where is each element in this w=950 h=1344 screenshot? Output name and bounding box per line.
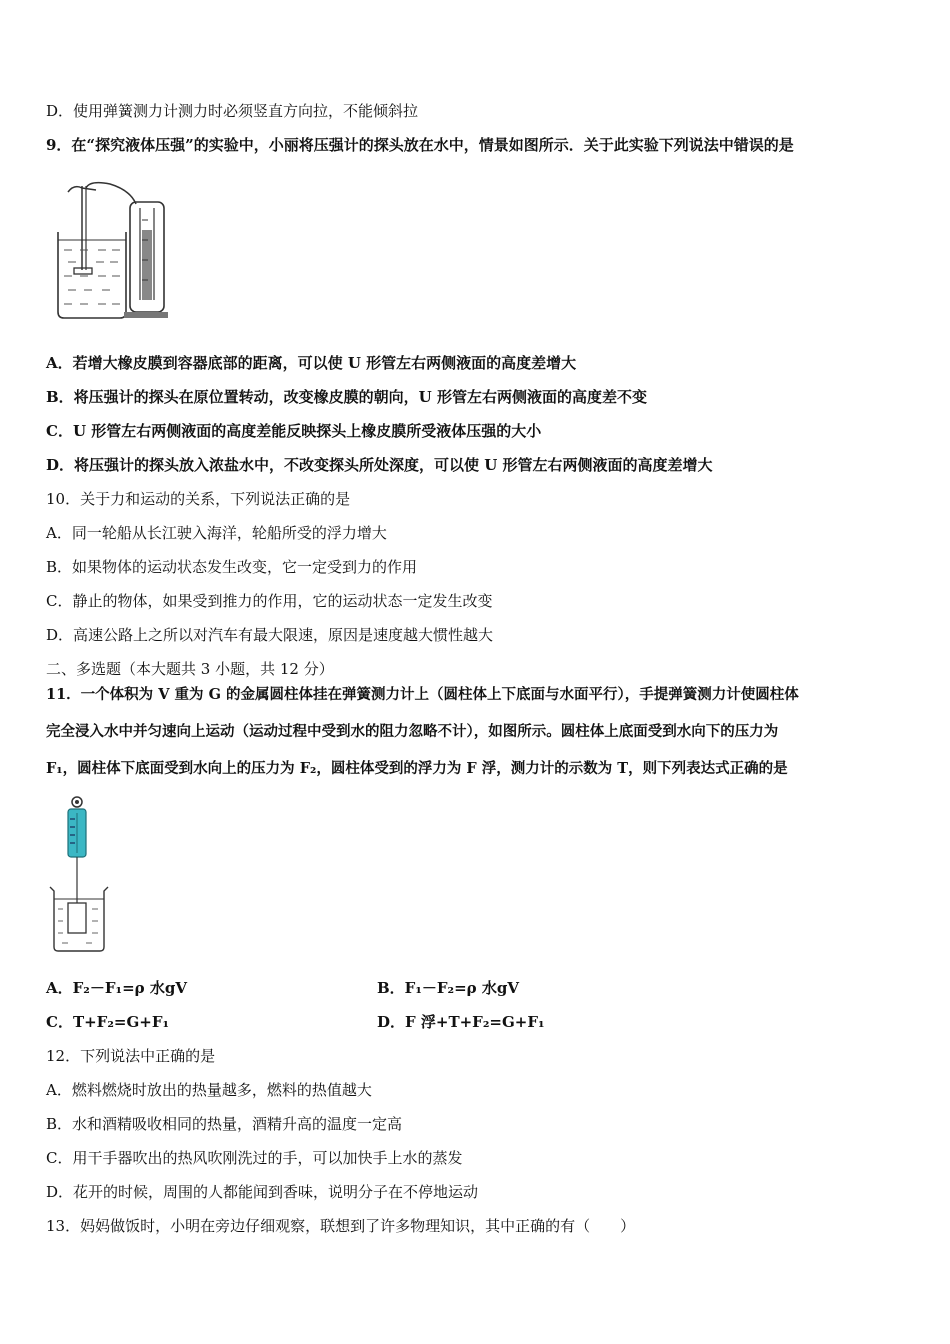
q9-option-c: C．U 形管左右两侧液面的高度差能反映探头上橡皮膜所受液体压强的大小 [46,422,542,440]
q10-stem: 10．关于力和运动的关系，下列说法正确的是 [46,490,351,508]
q9-option-d: D．将压强计的探头放入浓盐水中，不改变探头所处深度，可以使 U 形管左右两侧液面的高度差增大 [46,456,713,474]
q11-stem-line1: 11．一个体积为 V 重为 G 的金属圆柱体挂在弹簧测力计上（圆柱体上下底面与水面平行），手提弹簧测力计使圆柱体 [46,686,799,703]
q12-option-c: C．用干手器吹出的热风吹刚洗过的手，可以加快手上水的蒸发 [46,1149,463,1167]
q11-option-a: A．F₂－F₁=ρ 水gV [46,979,187,997]
q12-option-d: D．花开的时候，周围的人都能闻到香味，说明分子在不停地运动 [46,1183,479,1201]
section-title: 二、多选题（本大题共 3 小题，共 12 分） [46,660,334,678]
q8-option-d: D．使用弹簧测力计测力时必须竖直方向拉，不能倾斜拉 [46,102,419,120]
spring-scale-cylinder-figure [48,795,110,955]
pressure-gauge-beaker-figure [50,180,170,322]
q12-stem: 12．下列说法中正确的是 [46,1047,216,1065]
q12-option-a: A．燃料燃烧时放出的热量越多，燃料的热值越大 [46,1081,372,1099]
q9-stem: 9．在“探究液体压强”的实验中，小丽将压强计的探头放在水中，情景如图所示．关于此实验下列说法中错误的是 [46,136,794,154]
q9-option-a: A．若增大橡皮膜到容器底部的距离，可以使 U 形管左右两侧液面的高度差增大 [46,354,577,372]
q12-option-b: B．水和酒精吸收相同的热量，酒精升高的温度一定高 [46,1115,403,1133]
q10-option-b: B．如果物体的运动状态发生改变，它一定受到力的作用 [46,558,418,576]
q10-option-c: C．静止的物体，如果受到推力的作用，它的运动状态一定发生改变 [46,592,493,610]
q11-option-b: B．F₁－F₂=ρ 水gV [377,979,520,997]
q10-option-d: D．高速公路上之所以对汽车有最大限速，原因是速度越大惯性越大 [46,626,494,644]
q11-option-c: C．T+F₂=G+F₁ [46,1013,170,1031]
q13-stem: 13．妈妈做饭时，小明在旁边仔细观察，联想到了许多物理知识，其中正确的有（ ） [46,1217,636,1235]
q11-stem-line2: 完全浸入水中并匀速向上运动（运动过程中受到水的阻力忽略不计），如图所示。圆柱体上底面受到水向下的压力为 [46,723,779,740]
q11-option-d: D．F 浮+T+F₂=G+F₁ [377,1013,545,1031]
q10-option-a: A．同一轮船从长江驶入海洋，轮船所受的浮力增大 [46,524,387,542]
q9-option-b: B．将压强计的探头在原位置转动，改变橡皮膜的朝向，U 形管左右两侧液面的高度差不变 [46,388,647,406]
q11-stem-line3: F₁，圆柱体下底面受到水向上的压力为 F₂，圆柱体受到的浮力为 F 浮，测力计的示数为 T，则下列表达式正确的是 [46,760,788,777]
